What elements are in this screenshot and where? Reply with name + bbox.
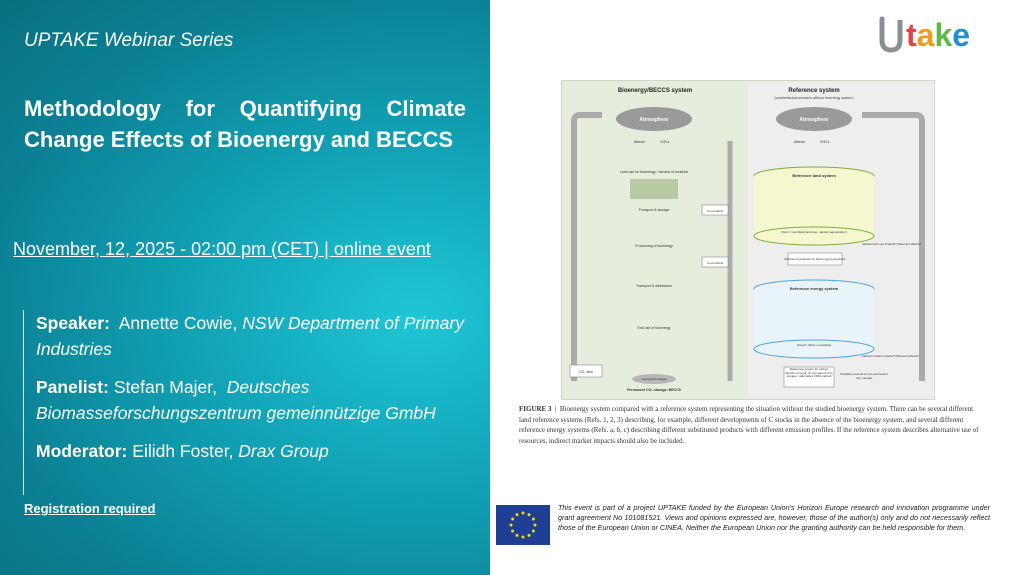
vocs-left: VOCs — [660, 140, 670, 144]
possible-reversal-text: Possible reversal of non-permanent CO₂ storage — [840, 373, 888, 380]
ref-removal-text: Reference system for carbon dioxide removal: no permanent CO₂ storage / alternative CDR method — [785, 368, 833, 379]
ref-products-label: Reference products for bioenergy co-products — [784, 257, 846, 261]
left-panel-title: Bioenergy/BECCS system — [617, 88, 693, 94]
albedo-left: Albedo — [634, 140, 645, 144]
moderator-org: Drax Group — [238, 441, 329, 461]
series-label: UPTAKE Webinar Series — [24, 30, 234, 51]
moderator — [36, 438, 476, 464]
bioenergy-figure — [561, 80, 935, 400]
atmosphere-left-label: Atmosphere — [639, 117, 669, 123]
registration-link[interactable]: Registration required — [24, 501, 156, 516]
geological-storage-label: Geological storage — [641, 377, 667, 381]
moderator-name: Eilidh Foster, — [132, 441, 234, 461]
logo-letter-a: a — [916, 17, 935, 53]
people-list — [23, 310, 476, 495]
coproducts-label-1: Co-products — [706, 209, 724, 213]
panelist-role: Panelist: — [36, 377, 109, 397]
land-use-label: Land use for bioenergy / harvest of residues — [619, 170, 689, 174]
caption-text: Bioenergy system compared with a reference system representing the situation without the studied bioenergy system. There can be several different land reference systems (Refs. 1, 2, 3) describing, for example, different developments of C stocks in the absence of the bioenergy system, and several different reference energy systems (Refs. a, b, c) describing different substituted products with different emission profiles. If the reference system describes alternative use of resources, indirect market impacts should also be included. — [519, 405, 979, 445]
figure-caption: FIGURE 3 | Bioenergy system compared with a reference system representing the situation without the studied bioenergy system. There can be several different land reference systems (Refs. 1, 2, 3) describing, for example, different developments of C stocks in the absence of the bioenergy system, and several different reference energy systems (Refs. a, b, c) describing different substituted products with different emission profiles. If the reference system describes alternative use of resources, indirect market impacts should also be included. — [519, 405, 979, 445]
right-panel-subtitle: (counterfactual scenario without bioenergy system) — [774, 96, 854, 100]
event-date: November, 12, 2025 - 02:00 pm (CET) | online event — [13, 239, 431, 259]
moderator-role: Moderator: — [36, 441, 128, 461]
land-use-box — [630, 179, 678, 199]
coproducts-label-2: Co-products — [706, 261, 724, 265]
albedo-right: Albedo — [794, 140, 805, 144]
ref-land-sub: (Next / most likely land use, natural regeneration) — [781, 230, 847, 234]
speaker — [36, 310, 476, 362]
permanent-storage-label: Permanent CO₂ storage: BECCS — [627, 388, 681, 392]
logo-letter-e: e — [952, 17, 971, 53]
panelist-org: Deutsches Biomasseforschungszentrum gemeinnützige GmbH — [36, 377, 436, 423]
logo-letter-t: t — [906, 17, 917, 53]
logo-letter-k: k — [934, 17, 953, 53]
transport-storage-label: Transport & storage — [638, 208, 670, 212]
transport-distribution-label: Transport & distribution — [635, 284, 673, 288]
fossil-label: (Fossil / Other renewable) — [796, 343, 832, 347]
right-panel-title: Reference system — [788, 88, 840, 94]
speaker-role: Speaker: — [36, 313, 110, 333]
caption-label: FIGURE 3 — [519, 405, 552, 413]
indirect-land-label: Indirect land use impacts? Rebound effects? — [862, 242, 922, 246]
panelist — [36, 374, 476, 426]
eu-flag-icon — [496, 505, 550, 545]
speaker-name: Annette Cowie, — [118, 313, 238, 333]
ref-energy-label: Reference energy system — [789, 286, 839, 291]
uptake-logo — [878, 10, 970, 54]
event-title: Methodology for Quantifying Climate Change Effects of Bioenergy and BECCS — [24, 96, 466, 152]
processing-label: Processing of bioenergy — [635, 244, 673, 248]
indirect-market-label: Indirect market impacts? Rebound effects? — [862, 354, 919, 358]
end-use-label: End use of bioenergy — [637, 326, 671, 330]
speaker-org: NSW Department of Primary Industries — [36, 313, 464, 359]
u-logo-icon — [878, 16, 904, 54]
atmosphere-right-label: Atmosphere — [799, 117, 829, 123]
eu-disclaimer: This event is part of a project UPTAKE funded by the European Union's Horizon Europe research and innovation programme under grant agreement No 101081521. Views and opinions expressed are, however, those of the author(s) only and do not necessarily reflect those of the European Union or CINEA. Neither the European Union nor the granting authority can be held responsible for them. — [558, 503, 990, 532]
panelist-name: Stefan Majer, — [113, 377, 217, 397]
ref-land-label: Reference land system — [792, 173, 836, 178]
co2-flow-label: CO₂ flow — [579, 370, 593, 374]
event-banner — [0, 0, 490, 575]
vocs-right: VOCs — [820, 140, 830, 144]
